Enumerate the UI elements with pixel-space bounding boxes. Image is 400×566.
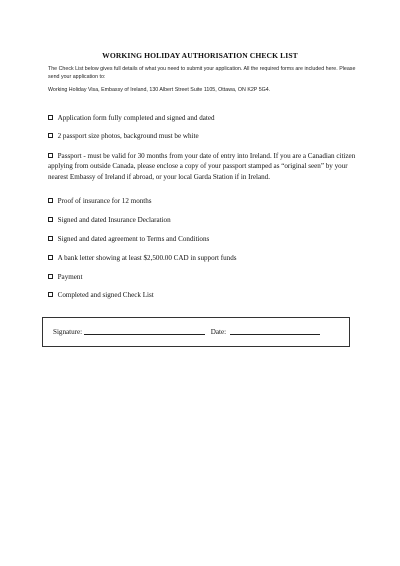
- checklist-item: [48, 113, 356, 123]
- intro-text: The Check List below gives full details of what you need to submit your application. All the required forms are included here. Please send your application to:: [48, 66, 356, 80]
- checkbox[interactable]: [48, 292, 53, 297]
- signature-label: Signature:: [53, 328, 83, 336]
- checkbox[interactable]: [48, 274, 53, 279]
- checklist-item: [48, 290, 356, 300]
- checklist-item: [48, 234, 356, 244]
- signature-box: [42, 317, 350, 347]
- checkbox[interactable]: [48, 133, 53, 138]
- checklist-item-label: Passport - must be valid for 30 months from your date of entry into Ireland. If you are a Canadian citizen applying from outside Canada, please enclose a copy of your passport stamped as “original seen” by your nearest Embassy of Ireland if abroad, or your local Garda Station if in Ireland.: [48, 152, 356, 181]
- checklist-item: [48, 253, 356, 263]
- checklist-item-label: Completed and signed Check List: [57, 291, 154, 299]
- checkbox[interactable]: [48, 255, 53, 260]
- checklist-item-label: Application form fully completed and signed and dated: [57, 114, 215, 122]
- signature-field[interactable]: [84, 327, 205, 335]
- date-field[interactable]: [230, 327, 320, 335]
- checkbox[interactable]: [48, 217, 53, 222]
- checkbox[interactable]: [48, 198, 53, 203]
- date-label: Date:: [210, 328, 227, 336]
- checkbox[interactable]: [48, 236, 53, 241]
- checkbox[interactable]: [48, 153, 53, 158]
- signature-row: [53, 327, 343, 336]
- document-title: WORKING HOLIDAY AUTHORISATION CHECK LIST: [102, 51, 298, 60]
- checklist-item: [48, 215, 356, 225]
- checklist-item-label: Signed and dated agreement to Terms and Conditions: [57, 235, 210, 243]
- checklist-item-label: Signed and dated Insurance Declaration: [57, 216, 171, 224]
- checklist-item-label: A bank letter showing at least $2,500.00 CAD in support funds: [57, 254, 237, 262]
- checklist-item-label: 2 passport size photos, background must be white: [57, 132, 199, 140]
- checklist-item: [48, 151, 356, 182]
- checkbox[interactable]: [48, 115, 53, 120]
- checklist-item: [48, 196, 356, 206]
- checklist-item: [48, 272, 356, 282]
- mailing-address: Working Holiday Visa, Embassy of Ireland, 130 Albert Street Suite 1105, Ottawa, ON K2P 5G4.: [48, 87, 271, 93]
- checklist-item: [48, 131, 356, 141]
- checklist-item-label: Proof of insurance for 12 months: [57, 197, 152, 205]
- checklist-item-label: Payment: [57, 273, 83, 281]
